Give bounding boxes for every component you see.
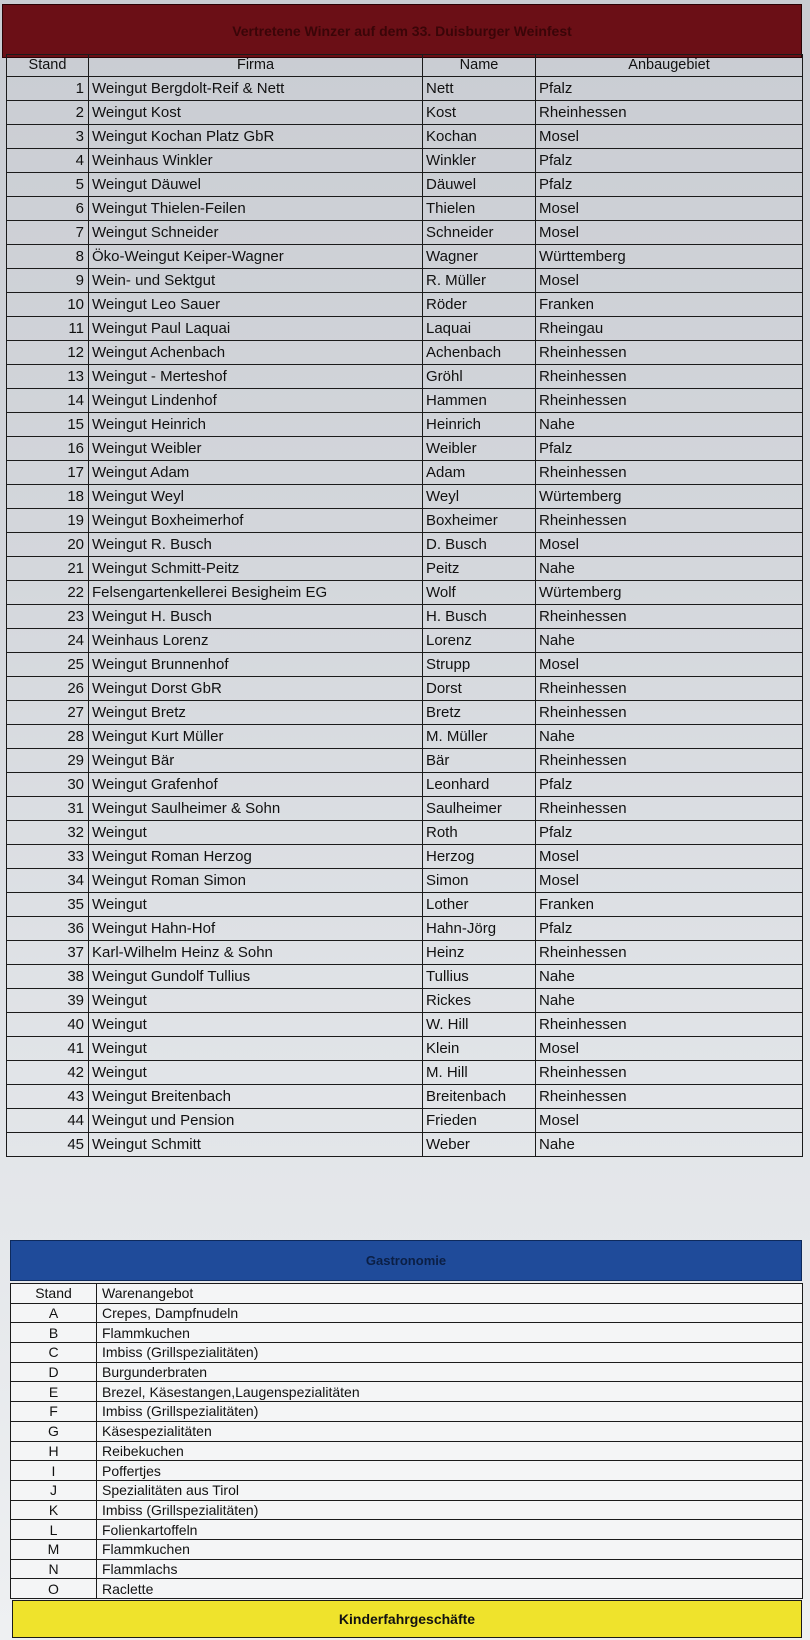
cell-firma: Weingut Weyl: [89, 485, 423, 509]
cell-firma: Weingut Lindenhof: [89, 389, 423, 413]
cell-anbaugebiet: Rheinhessen: [536, 101, 803, 125]
cell-name: Gröhl: [423, 365, 536, 389]
cell-name: Frieden: [423, 1109, 536, 1133]
winzer-row: [7, 653, 803, 677]
cell-stand: 17: [7, 461, 89, 485]
gastro-cell-angebot: Imbiss (Grillspezialitäten): [97, 1500, 803, 1520]
cell-name: Weibler: [423, 437, 536, 461]
gastro-cell-stand: C: [11, 1343, 97, 1363]
cell-anbaugebiet: Rheinhessen: [536, 797, 803, 821]
winzer-row: [7, 437, 803, 461]
cell-stand: 2: [7, 101, 89, 125]
winzer-row: [7, 1133, 803, 1157]
cell-anbaugebiet: Würtemberg: [536, 485, 803, 509]
cell-name: Hammen: [423, 389, 536, 413]
header-firma: Firma: [89, 55, 423, 77]
gastronomie-row: [11, 1480, 803, 1500]
cell-name: Peitz: [423, 557, 536, 581]
cell-stand: 20: [7, 533, 89, 557]
winzer-row: [7, 461, 803, 485]
cell-anbaugebiet: Mosel: [536, 845, 803, 869]
gastro-header-stand: Stand: [11, 1284, 97, 1304]
cell-stand: 21: [7, 557, 89, 581]
winzer-row: [7, 533, 803, 557]
winzer-row: [7, 101, 803, 125]
gastronomie-row: [11, 1500, 803, 1520]
winzer-row: [7, 149, 803, 173]
cell-firma: Weingut - Merteshof: [89, 365, 423, 389]
winzer-row: [7, 365, 803, 389]
cell-anbaugebiet: Mosel: [536, 869, 803, 893]
cell-stand: 38: [7, 965, 89, 989]
cell-stand: 18: [7, 485, 89, 509]
cell-firma: Weingut Kochan Platz GbR: [89, 125, 423, 149]
cell-stand: 23: [7, 605, 89, 629]
kinderfahrgeschaefte-banner: [12, 1600, 802, 1638]
cell-stand: 15: [7, 413, 89, 437]
winzer-row: [7, 821, 803, 845]
cell-stand: 22: [7, 581, 89, 605]
winzer-row: [7, 965, 803, 989]
cell-anbaugebiet: Rheinhessen: [536, 1061, 803, 1085]
cell-anbaugebiet: Mosel: [536, 197, 803, 221]
winzer-row: [7, 581, 803, 605]
winzer-row: [7, 725, 803, 749]
gastro-cell-stand: N: [11, 1559, 97, 1579]
header-name: Name: [423, 55, 536, 77]
gastro-cell-stand: B: [11, 1323, 97, 1343]
cell-name: Schneider: [423, 221, 536, 245]
cell-name: Bär: [423, 749, 536, 773]
cell-firma: Weingut Weibler: [89, 437, 423, 461]
cell-stand: 33: [7, 845, 89, 869]
cell-name: Leonhard: [423, 773, 536, 797]
cell-name: Weyl: [423, 485, 536, 509]
cell-stand: 25: [7, 653, 89, 677]
cell-anbaugebiet: Rheinhessen: [536, 365, 803, 389]
winzer-row: [7, 269, 803, 293]
cell-firma: Weingut R. Busch: [89, 533, 423, 557]
cell-firma: Weingut Bergdolt-Reif & Nett: [89, 77, 423, 101]
cell-firma: Weinhaus Winkler: [89, 149, 423, 173]
cell-anbaugebiet: Nahe: [536, 965, 803, 989]
cell-firma: Weingut: [89, 989, 423, 1013]
winzer-row: [7, 557, 803, 581]
cell-name: R. Müller: [423, 269, 536, 293]
cell-anbaugebiet: Mosel: [536, 653, 803, 677]
cell-firma: Weingut: [89, 893, 423, 917]
gastro-cell-stand: G: [11, 1421, 97, 1441]
cell-name: Hahn-Jörg: [423, 917, 536, 941]
cell-firma: Felsengartenkellerei Besigheim EG: [89, 581, 423, 605]
cell-firma: Weingut Grafenhof: [89, 773, 423, 797]
cell-stand: 6: [7, 197, 89, 221]
cell-anbaugebiet: Rheinhessen: [536, 677, 803, 701]
cell-firma: Weingut Roman Herzog: [89, 845, 423, 869]
cell-firma: Weingut Heinrich: [89, 413, 423, 437]
cell-name: H. Busch: [423, 605, 536, 629]
cell-firma: Weingut Bär: [89, 749, 423, 773]
cell-stand: 4: [7, 149, 89, 173]
winzer-row: [7, 845, 803, 869]
cell-anbaugebiet: Rheinhessen: [536, 1085, 803, 1109]
cell-firma: Weingut Schmitt: [89, 1133, 423, 1157]
cell-firma: Weingut Adam: [89, 461, 423, 485]
gastro-cell-angebot: Flammkuchen: [97, 1539, 803, 1559]
cell-anbaugebiet: Pfalz: [536, 437, 803, 461]
cell-anbaugebiet: Mosel: [536, 125, 803, 149]
cell-stand: 5: [7, 173, 89, 197]
cell-firma: Wein- und Sektgut: [89, 269, 423, 293]
cell-name: Boxheimer: [423, 509, 536, 533]
winzer-row: [7, 77, 803, 101]
gastro-cell-stand: M: [11, 1539, 97, 1559]
winzer-row: [7, 1061, 803, 1085]
cell-name: Dorst: [423, 677, 536, 701]
cell-firma: Weingut: [89, 1037, 423, 1061]
cell-firma: Weingut Kurt Müller: [89, 725, 423, 749]
winzer-row: [7, 125, 803, 149]
cell-anbaugebiet: Rheinhessen: [536, 509, 803, 533]
winzer-row: [7, 1085, 803, 1109]
cell-firma: Weingut Kost: [89, 101, 423, 125]
cell-stand: 10: [7, 293, 89, 317]
cell-stand: 13: [7, 365, 89, 389]
cell-stand: 42: [7, 1061, 89, 1085]
gastro-cell-angebot: Flammkuchen: [97, 1323, 803, 1343]
cell-anbaugebiet: Nahe: [536, 1133, 803, 1157]
cell-stand: 12: [7, 341, 89, 365]
cell-firma: Weingut Hahn-Hof: [89, 917, 423, 941]
cell-anbaugebiet: Nahe: [536, 629, 803, 653]
cell-anbaugebiet: Rheinhessen: [536, 461, 803, 485]
cell-anbaugebiet: Mosel: [536, 1109, 803, 1133]
gastronomie-table-body: [11, 1303, 803, 1598]
cell-name: Bretz: [423, 701, 536, 725]
cell-anbaugebiet: Franken: [536, 893, 803, 917]
cell-firma: Weingut Boxheimerhof: [89, 509, 423, 533]
cell-name: Saulheimer: [423, 797, 536, 821]
winzer-row: [7, 1109, 803, 1133]
cell-firma: Weingut: [89, 1013, 423, 1037]
cell-anbaugebiet: Pfalz: [536, 917, 803, 941]
cell-name: Nett: [423, 77, 536, 101]
cell-anbaugebiet: Franken: [536, 293, 803, 317]
winzer-row: [7, 1013, 803, 1037]
cell-firma: Weingut Schmitt-Peitz: [89, 557, 423, 581]
winzer-row: [7, 197, 803, 221]
cell-stand: 31: [7, 797, 89, 821]
cell-stand: 35: [7, 893, 89, 917]
cell-stand: 36: [7, 917, 89, 941]
cell-anbaugebiet: Nahe: [536, 725, 803, 749]
cell-stand: 45: [7, 1133, 89, 1157]
cell-anbaugebiet: Rheinhessen: [536, 941, 803, 965]
cell-firma: Weingut Thielen-Feilen: [89, 197, 423, 221]
winzer-row: [7, 413, 803, 437]
gastronomie-row: [11, 1421, 803, 1441]
winzer-row: [7, 317, 803, 341]
cell-name: Heinz: [423, 941, 536, 965]
cell-anbaugebiet: Rheinhessen: [536, 341, 803, 365]
gastronomie-table: [10, 1283, 803, 1599]
gastro-cell-stand: I: [11, 1461, 97, 1481]
winzer-row: [7, 485, 803, 509]
cell-anbaugebiet: Rheinhessen: [536, 1013, 803, 1037]
cell-firma: Weingut H. Busch: [89, 605, 423, 629]
winzer-row: [7, 221, 803, 245]
cell-name: Kochan: [423, 125, 536, 149]
cell-firma: Weingut Roman Simon: [89, 869, 423, 893]
gastronomie-header-row: [11, 1284, 803, 1304]
gastro-cell-stand: O: [11, 1579, 97, 1599]
cell-stand: 3: [7, 125, 89, 149]
cell-anbaugebiet: Rheinhessen: [536, 701, 803, 725]
gastro-cell-angebot: Folienkartoffeln: [97, 1520, 803, 1540]
gastro-cell-stand: J: [11, 1480, 97, 1500]
winzer-row: [7, 917, 803, 941]
cell-anbaugebiet: Pfalz: [536, 149, 803, 173]
winzer-row: [7, 509, 803, 533]
cell-stand: 30: [7, 773, 89, 797]
cell-anbaugebiet: Nahe: [536, 557, 803, 581]
cell-name: Achenbach: [423, 341, 536, 365]
cell-anbaugebiet: Pfalz: [536, 77, 803, 101]
cell-firma: Weingut Breitenbach: [89, 1085, 423, 1109]
header-anbaugebiet: Anbaugebiet: [536, 55, 803, 77]
cell-name: Röder: [423, 293, 536, 317]
cell-firma: Weingut Bretz: [89, 701, 423, 725]
cell-anbaugebiet: Nahe: [536, 989, 803, 1013]
gastro-cell-angebot: Burgunderbraten: [97, 1362, 803, 1382]
gastronomie-row: [11, 1362, 803, 1382]
winzer-header-row: [7, 55, 803, 77]
gastro-cell-angebot: Käsespezialitäten: [97, 1421, 803, 1441]
gastronomie-title: Gastronomie: [365, 1253, 447, 1268]
cell-name: Tullius: [423, 965, 536, 989]
cell-stand: 41: [7, 1037, 89, 1061]
kinderfahrgeschaefte-title: Kinderfahrgeschäfte: [338, 1611, 476, 1627]
gastro-cell-angebot: Spezialitäten aus Tirol: [97, 1480, 803, 1500]
gastronomie-row: [11, 1323, 803, 1343]
cell-firma: Weinhaus Lorenz: [89, 629, 423, 653]
gastro-cell-stand: L: [11, 1520, 97, 1540]
gastronomie-row: [11, 1520, 803, 1540]
cell-name: Kost: [423, 101, 536, 125]
cell-name: Däuwel: [423, 173, 536, 197]
cell-firma: Weingut Achenbach: [89, 341, 423, 365]
winzer-row: [7, 677, 803, 701]
cell-stand: 27: [7, 701, 89, 725]
gastro-cell-angebot: Imbiss (Grillspezialitäten): [97, 1343, 803, 1363]
gastronomie-row: [11, 1402, 803, 1422]
cell-name: Strupp: [423, 653, 536, 677]
winzer-row: [7, 797, 803, 821]
cell-anbaugebiet: Würtemberg: [536, 581, 803, 605]
cell-name: Winkler: [423, 149, 536, 173]
winzer-row: [7, 341, 803, 365]
cell-stand: 32: [7, 821, 89, 845]
gastronomie-row: [11, 1579, 803, 1599]
gastro-cell-angebot: Brezel, Käsestangen,Laugenspezialitäten: [97, 1382, 803, 1402]
cell-firma: Weingut und Pension: [89, 1109, 423, 1133]
cell-firma: Weingut Paul Laquai: [89, 317, 423, 341]
gastro-cell-stand: D: [11, 1362, 97, 1382]
gastronomie-row: [11, 1343, 803, 1363]
gastro-cell-angebot: Reibekuchen: [97, 1441, 803, 1461]
cell-name: Wolf: [423, 581, 536, 605]
cell-stand: 26: [7, 677, 89, 701]
cell-name: Thielen: [423, 197, 536, 221]
cell-name: D. Busch: [423, 533, 536, 557]
cell-firma: Karl-Wilhelm Heinz & Sohn: [89, 941, 423, 965]
cell-name: W. Hill: [423, 1013, 536, 1037]
cell-stand: 44: [7, 1109, 89, 1133]
gastro-header-angebot: Warenangebot: [97, 1284, 803, 1304]
cell-anbaugebiet: Mosel: [536, 269, 803, 293]
cell-name: Heinrich: [423, 413, 536, 437]
winzer-row: [7, 701, 803, 725]
cell-anbaugebiet: Mosel: [536, 1037, 803, 1061]
cell-anbaugebiet: Rheinhessen: [536, 389, 803, 413]
gastronomie-row: [11, 1461, 803, 1481]
winzer-row: [7, 605, 803, 629]
cell-name: Adam: [423, 461, 536, 485]
winzer-row: [7, 773, 803, 797]
cell-stand: 28: [7, 725, 89, 749]
cell-name: Herzog: [423, 845, 536, 869]
cell-name: M. Hill: [423, 1061, 536, 1085]
cell-anbaugebiet: Nahe: [536, 413, 803, 437]
cell-name: Weber: [423, 1133, 536, 1157]
gastro-cell-angebot: Crepes, Dampfnudeln: [97, 1303, 803, 1323]
cell-name: Lother: [423, 893, 536, 917]
winzer-row: [7, 389, 803, 413]
cell-name: Laquai: [423, 317, 536, 341]
gastro-cell-stand: H: [11, 1441, 97, 1461]
cell-stand: 16: [7, 437, 89, 461]
gastronomie-banner: [10, 1240, 802, 1281]
winzer-row: [7, 629, 803, 653]
cell-firma: Weingut: [89, 821, 423, 845]
winzer-row: [7, 293, 803, 317]
gastro-cell-stand: E: [11, 1382, 97, 1402]
winzer-title-banner: [2, 4, 802, 58]
cell-anbaugebiet: Rheinhessen: [536, 749, 803, 773]
cell-firma: Weingut Leo Sauer: [89, 293, 423, 317]
cell-stand: 14: [7, 389, 89, 413]
cell-anbaugebiet: Pfalz: [536, 173, 803, 197]
cell-name: Lorenz: [423, 629, 536, 653]
gastronomie-row: [11, 1559, 803, 1579]
winzer-table-body: [7, 77, 803, 1157]
cell-stand: 8: [7, 245, 89, 269]
cell-stand: 7: [7, 221, 89, 245]
cell-anbaugebiet: Württemberg: [536, 245, 803, 269]
winzer-row: [7, 173, 803, 197]
cell-firma: Weingut Däuwel: [89, 173, 423, 197]
gastronomie-row: [11, 1441, 803, 1461]
cell-name: Breitenbach: [423, 1085, 536, 1109]
cell-firma: Öko-Weingut Keiper-Wagner: [89, 245, 423, 269]
cell-name: Klein: [423, 1037, 536, 1061]
cell-anbaugebiet: Rheinhessen: [536, 605, 803, 629]
winzer-row: [7, 941, 803, 965]
gastronomie-row: [11, 1539, 803, 1559]
cell-firma: Weingut Brunnenhof: [89, 653, 423, 677]
gastro-cell-stand: K: [11, 1500, 97, 1520]
cell-stand: 37: [7, 941, 89, 965]
winzer-row: [7, 893, 803, 917]
gastro-cell-angebot: Flammlachs: [97, 1559, 803, 1579]
winzer-row: [7, 869, 803, 893]
cell-anbaugebiet: Pfalz: [536, 773, 803, 797]
cell-stand: 34: [7, 869, 89, 893]
cell-anbaugebiet: Pfalz: [536, 821, 803, 845]
cell-stand: 40: [7, 1013, 89, 1037]
cell-stand: 24: [7, 629, 89, 653]
cell-name: Roth: [423, 821, 536, 845]
cell-stand: 9: [7, 269, 89, 293]
gastronomie-row: [11, 1382, 803, 1402]
cell-anbaugebiet: Rheingau: [536, 317, 803, 341]
cell-firma: Weingut: [89, 1061, 423, 1085]
cell-name: M. Müller: [423, 725, 536, 749]
cell-firma: Weingut Schneider: [89, 221, 423, 245]
cell-stand: 11: [7, 317, 89, 341]
winzer-row: [7, 989, 803, 1013]
cell-name: Rickes: [423, 989, 536, 1013]
cell-firma: Weingut Gundolf Tullius: [89, 965, 423, 989]
cell-firma: Weingut Saulheimer & Sohn: [89, 797, 423, 821]
winzer-row: [7, 1037, 803, 1061]
gastro-cell-angebot: Raclette: [97, 1579, 803, 1599]
cell-name: Simon: [423, 869, 536, 893]
cell-stand: 29: [7, 749, 89, 773]
winzer-row: [7, 749, 803, 773]
header-stand: Stand: [7, 55, 89, 77]
cell-stand: 43: [7, 1085, 89, 1109]
gastro-cell-stand: A: [11, 1303, 97, 1323]
cell-name: Wagner: [423, 245, 536, 269]
cell-anbaugebiet: Mosel: [536, 533, 803, 557]
winzer-table: [6, 54, 803, 1157]
gastro-cell-angebot: Poffertjes: [97, 1461, 803, 1481]
cell-stand: 19: [7, 509, 89, 533]
gastro-cell-angebot: Imbiss (Grillspezialitäten): [97, 1402, 803, 1422]
cell-firma: Weingut Dorst GbR: [89, 677, 423, 701]
cell-stand: 1: [7, 77, 89, 101]
gastronomie-row: [11, 1303, 803, 1323]
cell-anbaugebiet: Mosel: [536, 221, 803, 245]
gastro-cell-stand: F: [11, 1402, 97, 1422]
winzer-title: Vertretene Winzer auf dem 33. Duisburger Weinfest: [232, 23, 572, 39]
cell-stand: 39: [7, 989, 89, 1013]
winzer-row: [7, 245, 803, 269]
